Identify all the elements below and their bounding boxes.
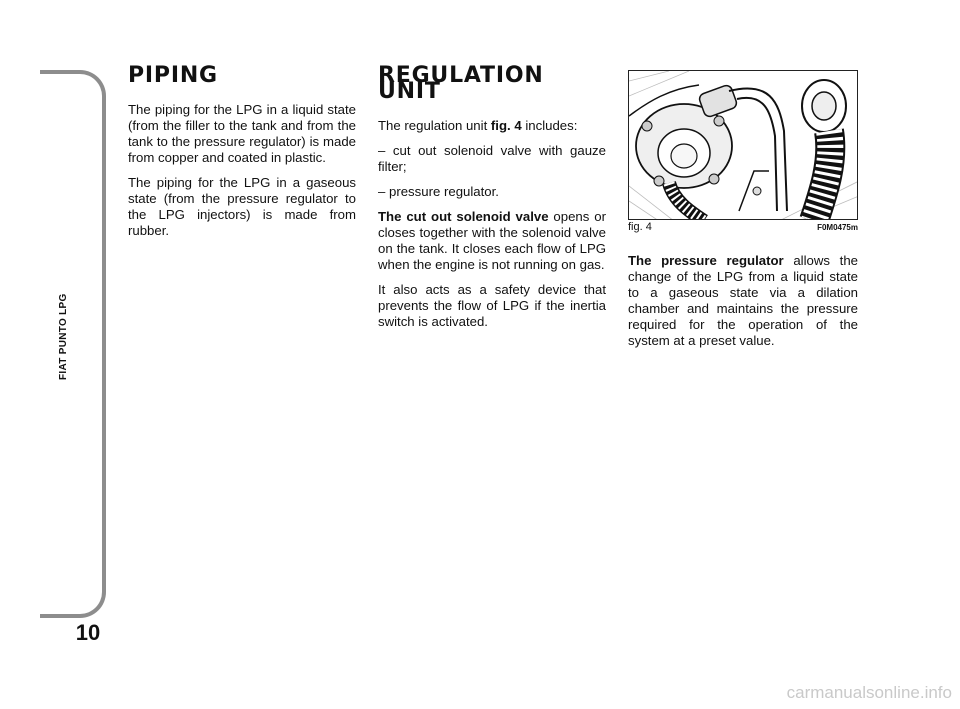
- figure-code: F0M0475m: [817, 223, 858, 232]
- figure-caption-row: [628, 221, 858, 233]
- component-item-2: – pressure regulator.: [378, 184, 499, 199]
- valve-term: The cut out solenoid valve: [378, 209, 549, 224]
- piping-paragraph-2: The piping for the LPG in a gaseous state (from the pressure regulator to the LPG injectors) is made from rubber.: [128, 175, 356, 238]
- regulation-intro: [378, 118, 606, 134]
- regulator-description: allows the change of the LPG from a liquid state to a gaseous state via a dilation chamber and maintains the pressure required for the operation of the system at a preset value.: [628, 253, 859, 348]
- piping-paragraph-1: The piping for the LPG in a liquid state (from the filler to the tank and from the tank to the pressure regulator) is made from copper and coated in plastic.: [128, 102, 356, 165]
- running-title: FIAT PUNTO LPG: [58, 293, 69, 380]
- valve-paragraph: [378, 209, 606, 273]
- safety-paragraph: It also acts as a safety device that prevents the flow of LPG if the inertia switch is activated.: [378, 282, 606, 329]
- valve-description: opens or closes together with the solenoid valve on the tank. It closes each flow of LPG when the engine is not running on gas.: [378, 209, 606, 272]
- piping-section: [128, 63, 356, 248]
- page-number: 10: [75, 620, 101, 645]
- engine-drawing: [629, 71, 858, 220]
- figure-reference: fig. 4: [490, 118, 522, 133]
- regulator-paragraph: [628, 253, 858, 349]
- piping-heading: PIPING: [128, 63, 218, 88]
- intro-text-end: includes:: [521, 118, 578, 133]
- watermark: carmanualsonline.info: [786, 683, 952, 702]
- regulator-term: The pressure regulator: [628, 253, 784, 268]
- component-item-1: – cut out solenoid valve with gauze filter;: [378, 143, 606, 174]
- figure-caption: fig. 4: [628, 221, 652, 233]
- intro-text: The regulation unit: [378, 118, 491, 133]
- regulation-unit-illustration: [628, 70, 858, 220]
- pressure-regulator-section: [628, 253, 858, 358]
- regulation-heading: REGULATION UNIT: [378, 63, 544, 104]
- regulation-section: [378, 63, 606, 339]
